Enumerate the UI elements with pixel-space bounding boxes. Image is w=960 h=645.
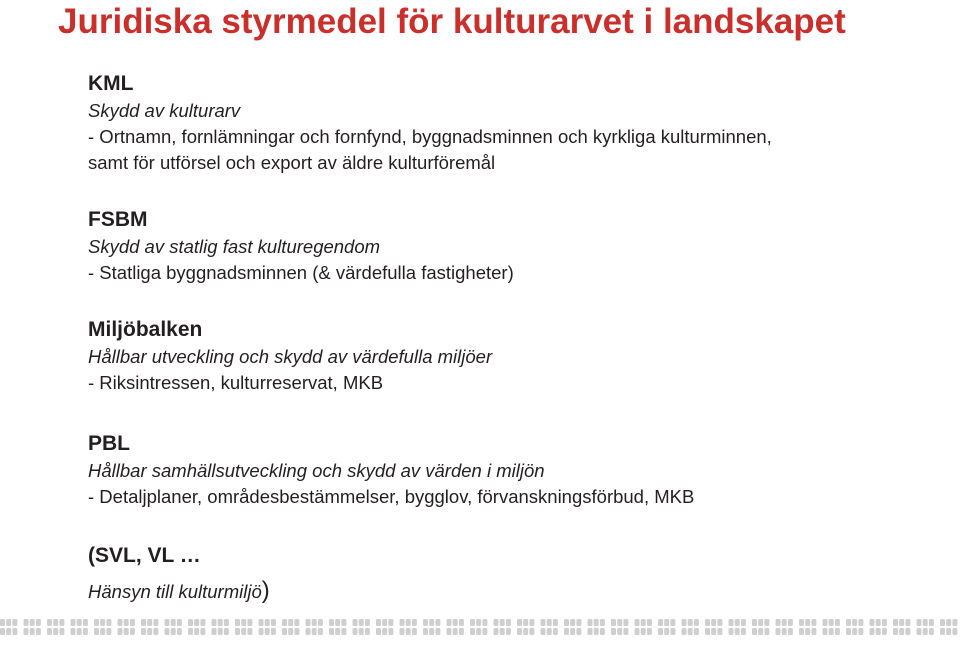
decor-block [288,619,293,626]
decor-block [165,628,170,635]
decor-block [147,619,152,626]
page-title: Juridiska styrmedel för kulturarvet i landskapet [58,2,846,41]
decor-block [729,619,734,626]
decor-block [306,619,311,626]
decor-block [647,619,652,626]
decor-block [735,619,740,626]
decor-block [77,619,82,626]
decor-block [876,619,881,626]
decor-block [447,628,452,635]
decor-block [188,619,193,626]
decor-block [335,628,340,635]
decor-block [482,628,487,635]
decor-block [529,628,534,635]
decor-block [435,619,440,626]
decor-block [852,628,857,635]
decor-block [6,628,11,635]
decor-block [359,628,364,635]
decorative-blocks [0,619,957,635]
section-heading: KML [88,72,134,95]
decor-block [946,628,951,635]
decor-block [717,619,722,626]
decor-block [500,619,505,626]
decor-block [271,619,276,626]
decor-block [899,628,904,635]
section-line: - Detaljplaner, områdesbestämmelser, bygglov, förvanskningsförbud, MKB [88,486,695,507]
decor-block [359,619,364,626]
decor-block [752,619,757,626]
decor-block [553,628,558,635]
decor-block [564,628,569,635]
decor-block [124,628,129,635]
decor-block [658,628,663,635]
section-subtitle: Skydd av kulturarv [88,100,241,121]
decor-block [153,628,158,635]
decor-block [218,628,223,635]
section-miljobalken [88,316,492,396]
decor-block [429,619,434,626]
decor-block [212,628,217,635]
section-line: - Ortnamn, fornlämningar och fornfynd, byggnadsminnen och kyrkliga kulturminnen, [88,126,772,147]
decor-block [940,619,945,626]
decor-block [805,619,810,626]
decor-block [635,619,640,626]
decor-block [77,628,82,635]
decor-block [194,619,199,626]
section-fsbm [88,206,514,286]
decor-block [329,628,334,635]
decor-block [423,628,428,635]
decor-block [376,628,381,635]
decor-block [47,628,52,635]
decor-block [100,628,105,635]
decor-block [482,619,487,626]
decor-block [523,628,528,635]
decor-block [917,619,922,626]
decor-block [893,619,898,626]
decor-block [36,619,41,626]
decor-block [547,628,552,635]
decor-block [594,628,599,635]
decor-block [799,628,804,635]
decor-block [200,619,205,626]
decor-block [435,628,440,635]
decor-block [453,619,458,626]
decor-block [412,619,417,626]
decor-block [30,619,35,626]
decor-block [623,619,628,626]
decor-block [453,628,458,635]
decor-block [882,619,887,626]
decor-block [53,628,58,635]
decor-block [106,619,111,626]
decor-block [617,619,622,626]
decor-block [829,628,834,635]
decor-block [940,628,945,635]
decor-block [835,619,840,626]
decor-block [917,628,922,635]
decor-block [459,628,464,635]
decor-block [100,619,105,626]
decor-block [329,619,334,626]
decor-block [376,619,381,626]
decor-block [71,628,76,635]
decor-block [835,628,840,635]
decor-block [282,628,287,635]
decorative-pattern-strip [0,613,960,645]
decor-block [171,628,176,635]
decor-block [124,619,129,626]
closing-paren: ) [261,577,270,604]
decor-block [893,628,898,635]
decor-block [506,619,511,626]
decor-block [611,628,616,635]
decor-block [423,619,428,626]
decor-block [400,628,405,635]
decor-block [94,628,99,635]
decor-block [218,619,223,626]
decor-block [576,628,581,635]
decor-block [905,628,910,635]
decor-block [588,619,593,626]
decor-block [459,619,464,626]
decor-block [688,619,693,626]
decor-block [788,628,793,635]
decor-block [94,619,99,626]
decor-block [782,628,787,635]
section-line: - Statliga byggnadsminnen (& värdefulla fastigheter) [88,262,514,283]
decor-block [694,619,699,626]
decor-block [382,619,387,626]
decor-block [952,628,957,635]
decor-block [641,619,646,626]
decor-block [200,628,205,635]
decor-block [670,628,675,635]
decor-block [717,628,722,635]
decor-block [923,628,928,635]
section-subtitle: Hänsyn till kulturmiljö [88,581,262,602]
decor-block [517,619,522,626]
decor-block [541,628,546,635]
decor-block [271,628,276,635]
decor-block [83,619,88,626]
decor-block [106,628,111,635]
decor-block [24,619,29,626]
decor-block [306,628,311,635]
decor-block [564,619,569,626]
decor-block [600,628,605,635]
decor-block [811,619,816,626]
decor-block [141,628,146,635]
decor-block [412,628,417,635]
decor-block [59,628,64,635]
decor-block [923,619,928,626]
decor-block [259,628,264,635]
decor-block [429,628,434,635]
decor-block [735,628,740,635]
decor-block [288,628,293,635]
decor-block [241,619,246,626]
decor-block [335,619,340,626]
decor-block [494,628,499,635]
decor-block [59,619,64,626]
decor-block [647,628,652,635]
decor-block [694,628,699,635]
decor-block [741,619,746,626]
decor-block [24,628,29,635]
decor-block [752,628,757,635]
decor-block [776,628,781,635]
decor-block [876,628,881,635]
decor-block [294,628,299,635]
decor-block [623,628,628,635]
section-subtitle-wrap [88,578,270,605]
decor-block [365,619,370,626]
decor-block [259,619,264,626]
decor-block [805,628,810,635]
decor-block [224,619,229,626]
section-heading: FSBM [88,208,148,231]
section-heading: Miljöbalken [88,318,203,341]
decor-block [494,619,499,626]
decor-block [929,628,934,635]
decor-block [171,619,176,626]
decor-block [946,619,951,626]
decor-block [312,628,317,635]
decor-block [506,628,511,635]
decor-block [682,628,687,635]
decor-block [929,619,934,626]
decor-block [353,619,358,626]
section-pbl [88,430,694,510]
decor-block [523,619,528,626]
decor-block [312,619,317,626]
section-line: - Riksintressen, kulturreservat, MKB [88,372,384,393]
decor-block [576,619,581,626]
decor-block [870,619,875,626]
decor-block [823,628,828,635]
decor-block [153,619,158,626]
decor-block [235,628,240,635]
decor-block [764,628,769,635]
decor-block [53,619,58,626]
decor-block [282,619,287,626]
decor-block [846,628,851,635]
decor-block [764,619,769,626]
decor-block [406,619,411,626]
decor-block [130,619,135,626]
decor-block [353,628,358,635]
section-subtitle: Hållbar samhällsutveckling och skydd av värden i miljön [88,460,545,481]
decor-block [294,619,299,626]
decor-block [594,619,599,626]
decor-block [388,628,393,635]
decor-block [517,628,522,635]
decor-block [758,628,763,635]
decor-block [570,619,575,626]
section-subtitle: Hållbar utveckling och skydd av värdefulla miljöer [88,346,493,367]
decor-block [470,619,475,626]
decor-block [823,619,828,626]
decor-block [47,619,52,626]
section-svl-vl [88,542,270,605]
section-subtitle: Skydd av statlig fast kulturegendom [88,236,381,257]
decor-block [265,619,270,626]
decor-block [406,628,411,635]
decor-block [224,628,229,635]
decor-block [664,619,669,626]
decor-block [500,628,505,635]
decor-block [476,628,481,635]
decor-block [664,628,669,635]
decor-block [870,628,875,635]
decor-block [952,619,957,626]
decor-block [318,619,323,626]
decor-block [188,628,193,635]
decor-block [177,628,182,635]
decor-block [570,628,575,635]
decor-block [553,619,558,626]
decor-block [635,628,640,635]
decor-block [318,628,323,635]
decor-block [36,628,41,635]
decor-block [141,619,146,626]
decor-block [400,619,405,626]
decor-block [899,619,904,626]
decor-block [83,628,88,635]
decor-block [470,628,475,635]
decor-block [711,628,716,635]
decor-block [71,619,76,626]
decor-block [858,628,863,635]
decor-block [529,619,534,626]
decor-block [194,628,199,635]
decor-block [118,628,123,635]
decor-block [476,619,481,626]
decor-block [617,628,622,635]
decor-block [670,619,675,626]
decor-block [365,628,370,635]
decor-block [382,628,387,635]
decor-block [758,619,763,626]
decor-block [905,619,910,626]
section-line: samt för utförsel och export av äldre kulturföremål [88,152,496,173]
decor-block [30,628,35,635]
decor-block [0,619,5,626]
section-heading: (SVL, VL … [88,544,201,567]
decor-block [641,628,646,635]
decor-block [247,619,252,626]
decor-block [846,619,851,626]
decor-block [788,619,793,626]
decor-block [711,619,716,626]
decor-block [658,619,663,626]
section-heading: PBL [88,432,130,455]
decor-block [147,628,152,635]
decor-block [776,619,781,626]
decor-block [741,628,746,635]
decor-block [852,619,857,626]
section-kml [88,70,772,176]
decor-block [882,628,887,635]
decor-block [611,619,616,626]
decor-block [0,628,5,635]
decor-block [858,619,863,626]
decor-block [829,619,834,626]
decor-block [341,619,346,626]
decor-block [705,619,710,626]
decor-block [118,619,123,626]
decor-block [682,619,687,626]
decor-block [235,619,240,626]
decor-block [265,628,270,635]
decor-block [729,628,734,635]
decor-block [341,628,346,635]
decor-block [12,628,17,635]
decor-block [241,628,246,635]
decor-block [388,619,393,626]
decor-block [12,619,17,626]
decor-block [799,619,804,626]
decor-block [130,628,135,635]
decor-block [177,619,182,626]
decor-block [782,619,787,626]
decor-block [600,619,605,626]
decor-block [247,628,252,635]
decor-block [165,619,170,626]
decor-block [212,619,217,626]
decor-block [688,628,693,635]
decor-block [547,619,552,626]
decor-block [6,619,11,626]
decor-block [447,619,452,626]
decor-block [588,628,593,635]
decor-block [811,628,816,635]
decor-block [541,619,546,626]
decor-block [705,628,710,635]
